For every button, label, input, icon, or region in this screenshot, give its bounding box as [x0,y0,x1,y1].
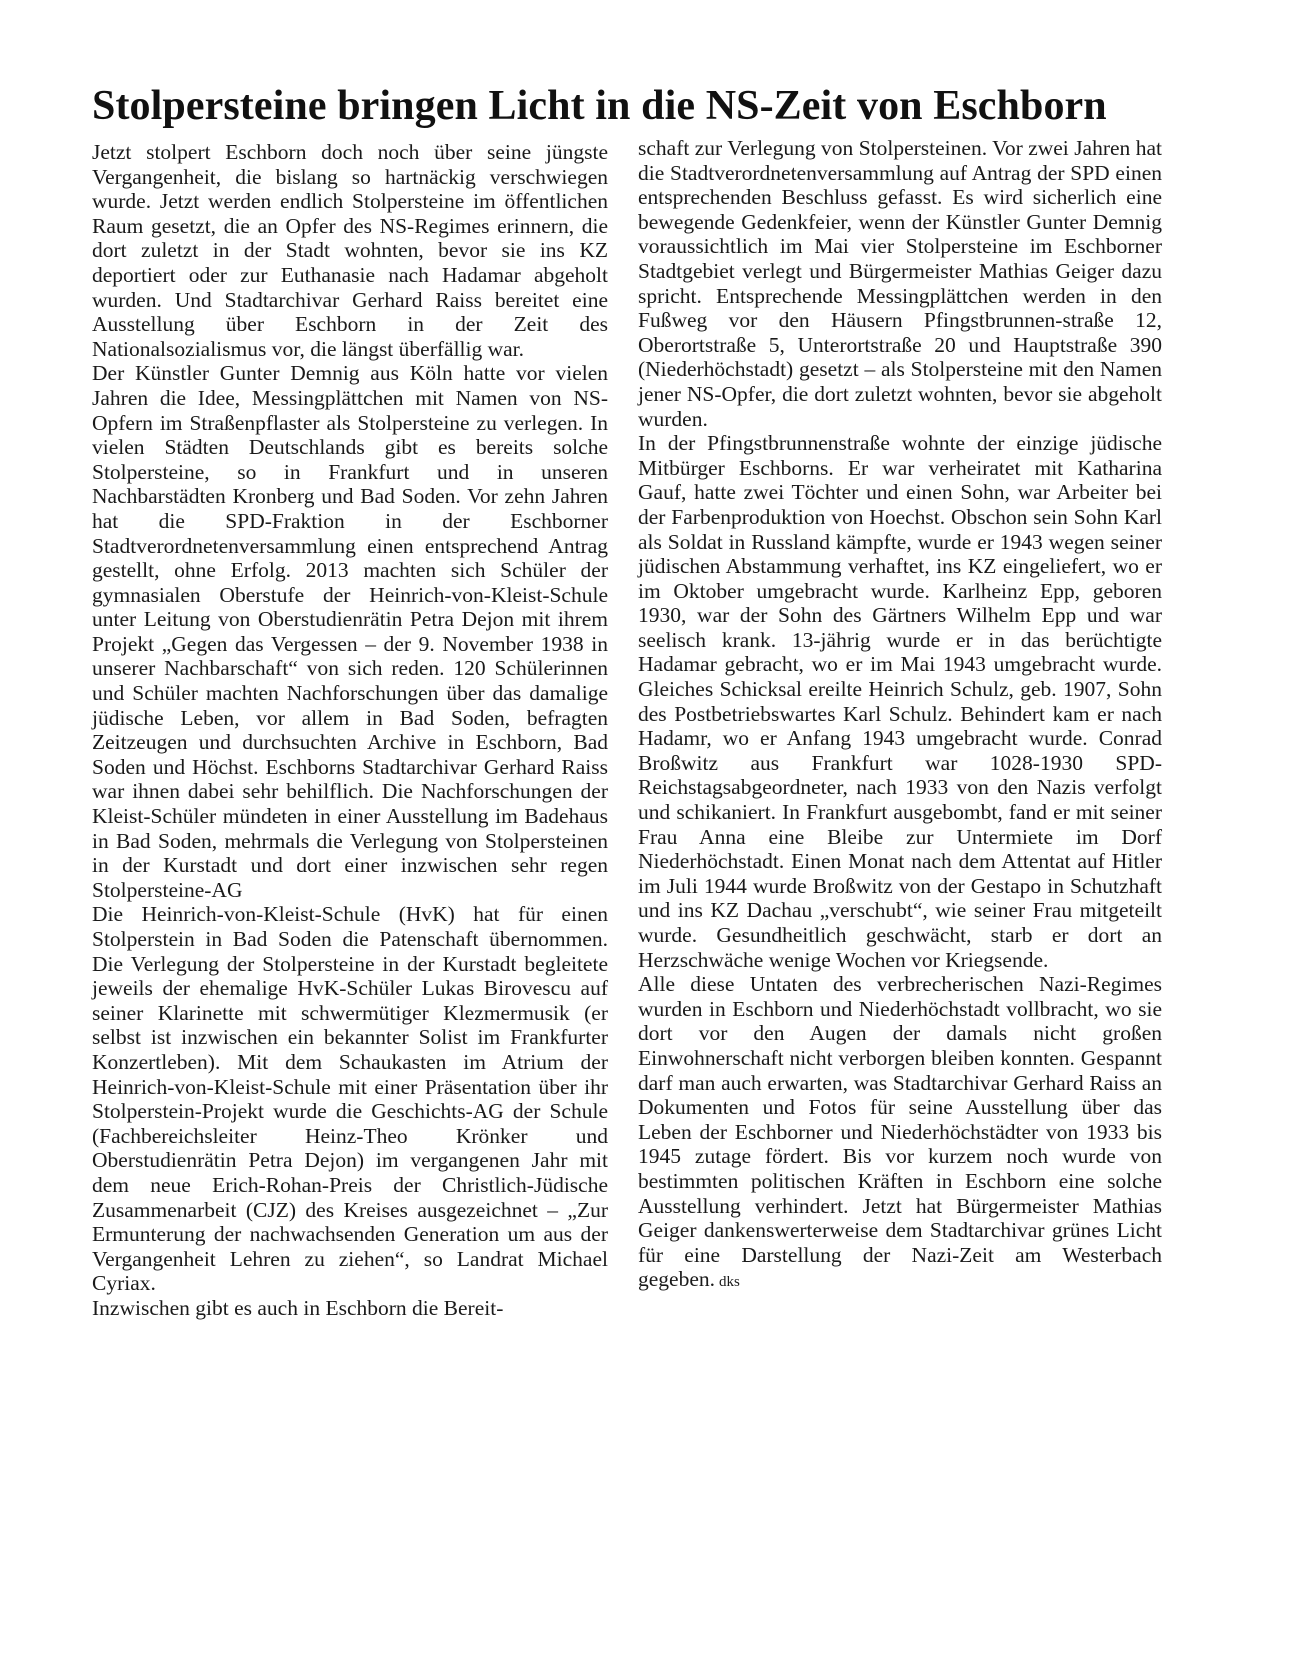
article-paragraph: Inzwischen gibt es auch in Eschborn die Bereit- [92,1295,504,1320]
article-column-right [638,136,1162,1295]
article-paragraph: schaft zur Verlegung von Stolpersteinen. Vor zwei Jahren hat die Stadtverordnetenversammlung auf Antrag der SPD einen entsprechenden Beschluss gefasst. Es wird sicherlich eine bewegende Gedenkfeier, wenn der Künstler Gunter Demnig voraussichtlich im Mai vier Stolpersteine im Eschborner Stadtgebiet verlegt und Bürgermeister Mathias Geiger dazu spricht. Entsprechende Messingplättchen werden in den Fußweg vor den Häusern Pfingstbrunnen-straße 12, Oberortstraße 5, Unterortstraße 20 und Hauptstraße 390 (Niederhöchstadt) gesetzt – als Stolpersteine mit den Namen jener NS-Opfer, die dort zuletzt wohnten, bevor sie abgeholt wurden. [638,136,1162,431]
author-signature: dks [719,1274,740,1291]
article-headline: Stolpersteine bringen Licht in die NS-Zeit von Eschborn [92,83,1107,129]
article-paragraph-text: Alle diese Untaten des verbrecherischen Nazi-Regimes wurden in Eschborn und Niederhöchstadt vollbracht, wo sie dort vor den Augen der damals nicht großen Einwohnerschaft nicht verborgen bleiben konnten. Gespannt darf man auch erwarten, was Stadtarchivar Gerhard Raiss an Dokumenten und Fotos für seine Ausstellung über das Leben der Eschborner und Niederhöchstädter von 1933 bis 1945 zutage fördert. Bis vor kurzem noch wurde von bestimmten politischen Kräften in Eschborn eine solche Ausstellung verhindert. Jetzt hat Bürgermeister Mathias Geiger dankenswerterweise dem Stadtarchivar grünes Licht für eine Darstellung der Nazi-Zeit am Westerbach gegeben. [638,972,1162,1292]
article-column-left [92,140,608,1321]
article-paragraph: In der Pfingstbrunnenstraße wohnte der einzige jüdische Mitbürger Eschborns. Er war verheiratet mit Katharina Gauf, hatte zwei Töchter und einen Sohn, war Arbeiter bei der Farbenproduktion von Hoechst. Obschon sein Sohn Karl als Soldat in Russland kämpfte, wurde er 1943 wegen seiner jüdischen Abstammung verhaftet, ins KZ eingeliefert, wo er im Oktober umgebracht wurde. Karlheinz Epp, geboren 1930, war der Sohn des Gärtners Wilhelm Epp und war seelisch krank. 13-jährig wurde er in das berüchtigte Hadamar gebracht, wo er im Mai 1943 umgebracht wurde. Gleiches Schicksal ereilte Heinrich Schulz, geb. 1907, Sohn des Postbetriebswartes Karl Schulz. Behindert kam er nach Hadamr, wo er Anfang 1943 umgebracht wurde. Conrad Broßwitz aus Frankfurt war 1028-1930 SPD-Reichstagsabgeordneter, nach 1933 von den Nazis verfolgt und schikaniert. In Frankfurt ausgebombt, fand er mit seiner Frau Anna eine Bleibe zur Untermiete im Dorf Niederhöchstadt. Einen Monat nach dem Attentat auf Hitler im Juli 1944 wurde Broßwitz von der Gestapo in Schutzhaft und ins KZ Dachau „verschubt“, wie seiner Frau mitgeteilt wurde. Gesundheitlich geschwächt, starb er dort an Herzschwäche wenige Wochen vor Kriegsende. [638,431,1162,972]
article-paragraph: Der Künstler Gunter Demnig aus Köln hatte vor vielen Jahren die Idee, Messingplättchen mit Namen von NS-Opfern im Straßenpflaster als Stolpersteine zu verlegen. In vielen Städten Deutschlands gibt es bereits solche Stolpersteine, so in Frankfurt und in unseren Nachbarstädten Kronberg und Bad Soden. Vor zehn Jahren hat die SPD-Fraktion in der Eschborner Stadtverordnetenversammlung einen entsprechend Antrag gestellt, ohne Erfolg. 2013 machten sich Schüler der gymnasialen Oberstufe der Heinrich-von-Kleist-Schule unter Leitung von Oberstudienrätin Petra Dejon mit ihrem Projekt „Gegen das Vergessen – der 9. November 1938 in unserer Nachbarschaft“ von sich reden. 120 Schülerinnen und Schüler machten Nachforschungen über das damalige jüdische Leben, vor allem in Bad Soden, befragten Zeitzeugen und durchsuchten Archive in Eschborn, Bad Soden und Höchst. Eschborns Stadtarchivar Gerhard Raiss war ihnen dabei sehr behilflich. Die Nachforschungen der Kleist-Schüler mündeten in einer Ausstellung im Badehaus in Bad Soden, mehrmals die Verlegung von Stolpersteinen in der Kurstadt und dort einer inzwischen sehr regen Stolpersteine-AG [92,361,608,902]
article-paragraph: Jetzt stolpert Eschborn doch noch über seine jüngste Vergangenheit, die bislang so hartnäckig verschwiegen wurde. Jetzt werden endlich Stolpersteine im öffentlichen Raum gesetzt, die an Opfer des NS-Regimes erinnern, die dort zuletzt in der Stadt wohnten, bevor sie ins KZ deportiert oder zur Euthanasie nach Hadamar abgeholt wurden. Und Stadtarchivar Gerhard Raiss bereitet eine Ausstellung über Eschborn in der Zeit des Nationalsozialismus vor, die längst überfällig war. [92,140,608,361]
article-paragraph: Die Heinrich-von-Kleist-Schule (HvK) hat für einen Stolperstein in Bad Soden die Patenschaft übernommen. Die Verlegung der Stolpersteine in der Kurstadt begleitete jeweils der ehemalige HvK-Schüler Lukas Birovescu auf seiner Klarinette mit schwermütiger Klezmermusik (er selbst ist inzwischen ein bekannter Solist im Frankfurter Konzertleben). Mit dem Schaukasten im Atrium der Heinrich-von-Kleist-Schule mit einer Präsentation über ihr Stolperstein-Projekt wurde die Geschichts-AG der Schule (Fachbereichsleiter Heinz-Theo Krönker und Oberstudienrätin Petra Dejon) im vergangenen Jahr mit dem neue Erich-Rohan-Preis der Christlich-Jüdische Zusammenarbeit (CJZ) des Kreises ausgezeichnet – „Zur Ermunterung der nachwachsenden Generation um aus der Vergangenheit Lehren zu ziehen“, so Landrat Michael Cyriax. [92,902,608,1296]
article-paragraph-last [638,972,1162,1295]
